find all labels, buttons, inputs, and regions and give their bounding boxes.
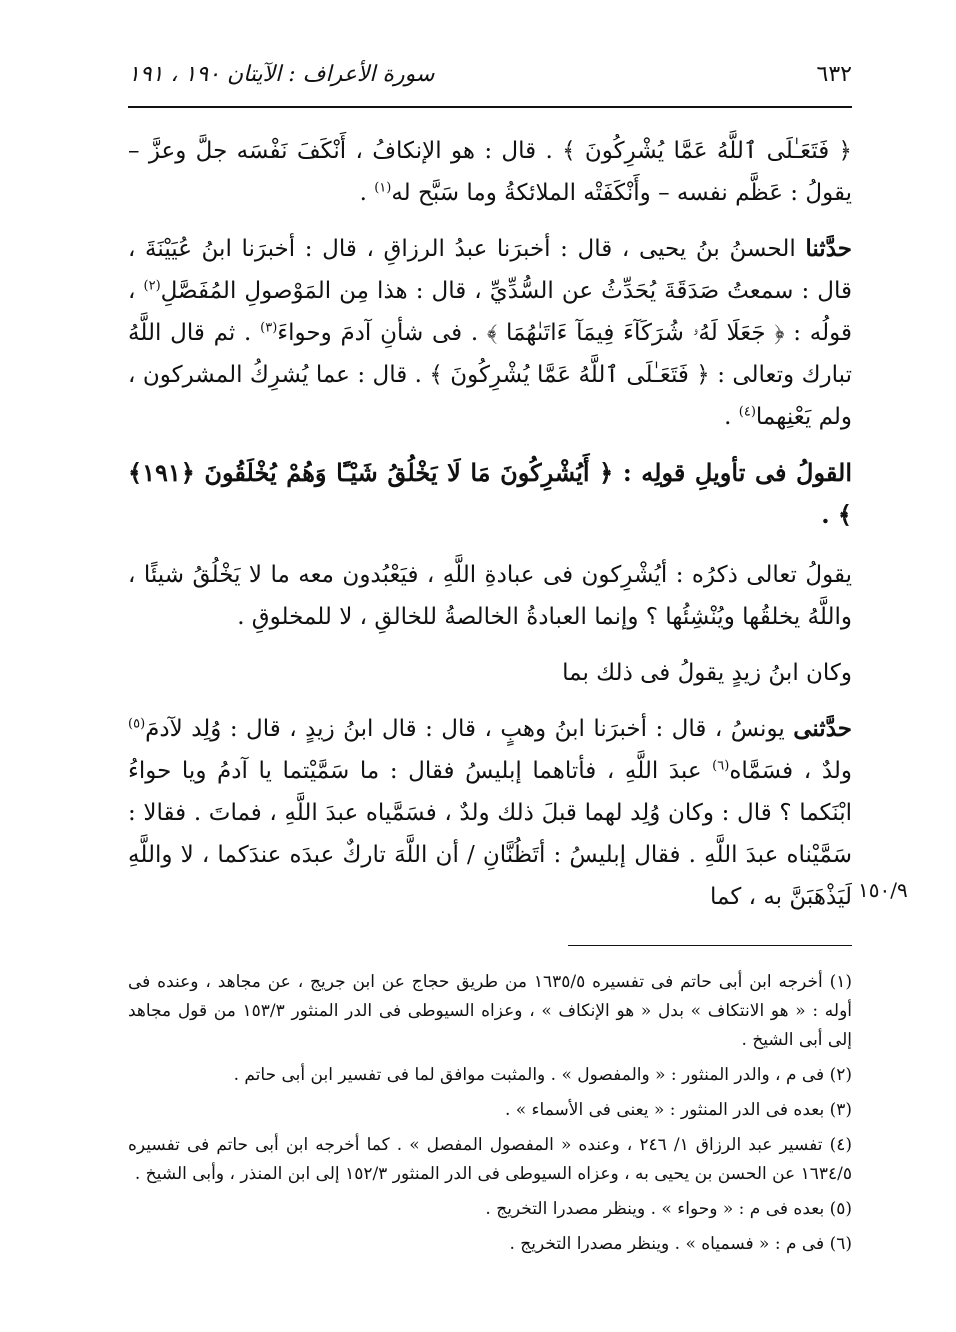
footnote-ref-4: (٤) [738,404,756,420]
paragraph-2-lead: حدَّثنا [805,235,852,262]
footnote-ref-1: (١) [374,180,392,196]
footnote-3: (٣) بعده فى الدر المنثور : « يعنى فى الأسماء » . [504,1100,852,1120]
main-text [128,130,852,932]
paragraph-5-text-a: يونسُ ، قال : أخبرَنا ابنُ وهبٍ ، قال : قال ابنُ زيدٍ ، قال : وُلِد لآدمَ [145,716,794,742]
paragraph-2-text-b: ، قولُه : ﴿ جَعَلَا لَهُۥ شُرَكَآءَ فِيمَآ ءَاتَىٰهُمَا ﴾ . فى شأنِ آدمَ وحواءَ [128,278,852,346]
footnote-4: (٤) تفسير عبد الرزاق ١/ ٢٤٦ ، وعنده « المفصول المفصل » . كما أخرجه ابن أبى حاتم فى تفسيره ١٦٣٤/٥ عن الحسن بن يحيى به ، وعزاه السيوطى فى الدر المنثور ١٥٢/٣ إلى ابن المنذر ، وأبى الشيخ . [128,1135,852,1184]
paragraph-5-text-b: ولدٌ ، فسَمَّاه [729,758,853,784]
footnote-ref-3: (٣) [260,320,278,336]
paragraph-1-text-b: . [359,180,375,206]
paragraph-2-text-c: . ثم قال اللَّهُ تبارك وتعالى : ﴿ فَتَعَـٰلَى ٱللَّهُ عَمَّا يُشْرِكُونَ ﴾ . قال : عما يُشرِكُ المشركون ، ولم يَعْنِهما [128,320,852,430]
running-title: سورة الأعراف : الآيتان ١٩٠ ، ١٩١ [128,62,435,87]
section-heading: القولُ فى تأويلِ قولِه : ﴿ أَيُشْرِكُونَ مَا لَا يَخْلُقُ شَيْـًٔا وَهُمْ يُخْلَقُونَ ﴿١٩١﴾ ﴾ . [128,458,852,529]
page-header [128,56,852,98]
header-rule [128,106,852,108]
page-number: ٦٣٢ [816,62,852,87]
paragraph-2 [128,228,852,438]
footnote-ref-6: (٦) [712,758,730,774]
paragraph-4: وكان ابنُ زيدٍ يقولُ فى ذلك بما [562,660,852,686]
footnote-5: (٥) بعده فى م : « وحواء » . وينظر مصدرا التخريج . [485,1199,852,1219]
paragraph-5-text-c: عبدَ اللَّهِ ، فأتاهما إبليسُ فقال : ما سَمَّيْتما يا آدمُ ويا حواءُ ابْنَكما ؟ قال : وكان وُلِد لهما قبلَ ذلك ولدٌ ، فسَمَّياه عبدَ اللَّهِ ، فماتَ . فقالا : سَمَّيْناه عبدَ اللَّهِ . فقال إبليسُ : أتَظُنَّانِ / أن اللَّهَ تاركٌ عبدَه عندَكما ، لا واللَّهِ لَيَذْهَبَنَّ به ، كما [128,758,852,910]
footnote-2: (٢) فى م ، والدر المنثور : « والمفصول » . والمثبت موافق لما فى تفسير ابن أبى حاتم . [233,1065,852,1085]
paragraph-5 [128,708,852,918]
footnotes [128,968,852,1265]
footnote-ref-5: (٥) [128,716,146,732]
paragraph-5-lead: حدَّثنى [793,715,852,742]
paragraph-2-text-d: . [724,404,739,430]
paragraph-1-text-a: ﴿ فَتَعَـٰلَى ٱللَّهُ عَمَّا يُشْرِكُونَ ﴾ . قال : هو الإنكافُ ، أَنْكَفَ نَفْسَه جلَّ وعزَّ – يقولُ : عَظَّم نفسه – وأَنْكَفَتْه الملائكةُ وما سَبَّح له [128,138,852,206]
margin-page-reference: ١٥٠/٩ [858,878,908,902]
footnote-6: (٦) فى م : « فسمياه » . وينظر مصدرا التخريج . [509,1234,852,1254]
paragraph-3: يقولُ تعالى ذكرُه : أيُشْرِكون فى عبادةِ اللَّهِ ، فيَعْبُدون معه ما لا يَخْلُقُ شيئًا ، واللَّهُ يخلقُها ويُنْشِئُها ؟ وإنما العبادةُ الخالصةُ للخالقِ ، لا للمخلوقِ . [128,562,852,630]
footnote-ref-2: (٢) [143,278,161,294]
paragraph-2-text-a: الحسنُ بنُ يحيى ، قال : أخبرَنا عبدُ الرزاقِ ، قال : أخبرَنا ابنُ عُيَيْنَةَ ، قال : سمعتُ صَدَقَةَ يُحَدِّثُ عن السُّدِّيِّ ، قال : هذا مِن المَوْصولِ المُفَصَّلِ [128,236,853,304]
footnote-rule [568,945,852,946]
footnote-1: (١) أخرجه ابن أبى حاتم فى تفسيره ١٦٣٥/٥ من طريق حجاج عن ابن جريج ، عن مجاهد ، وعنده فى أوله : « هو الانتكاف » بدل « هو الإنكاف » ، وعزاه السيوطى فى الدر المنثور ١٥٣/٣ من قول مجاهد إلى أبى الشيخ . [128,972,853,1050]
paragraph-1 [128,130,852,214]
